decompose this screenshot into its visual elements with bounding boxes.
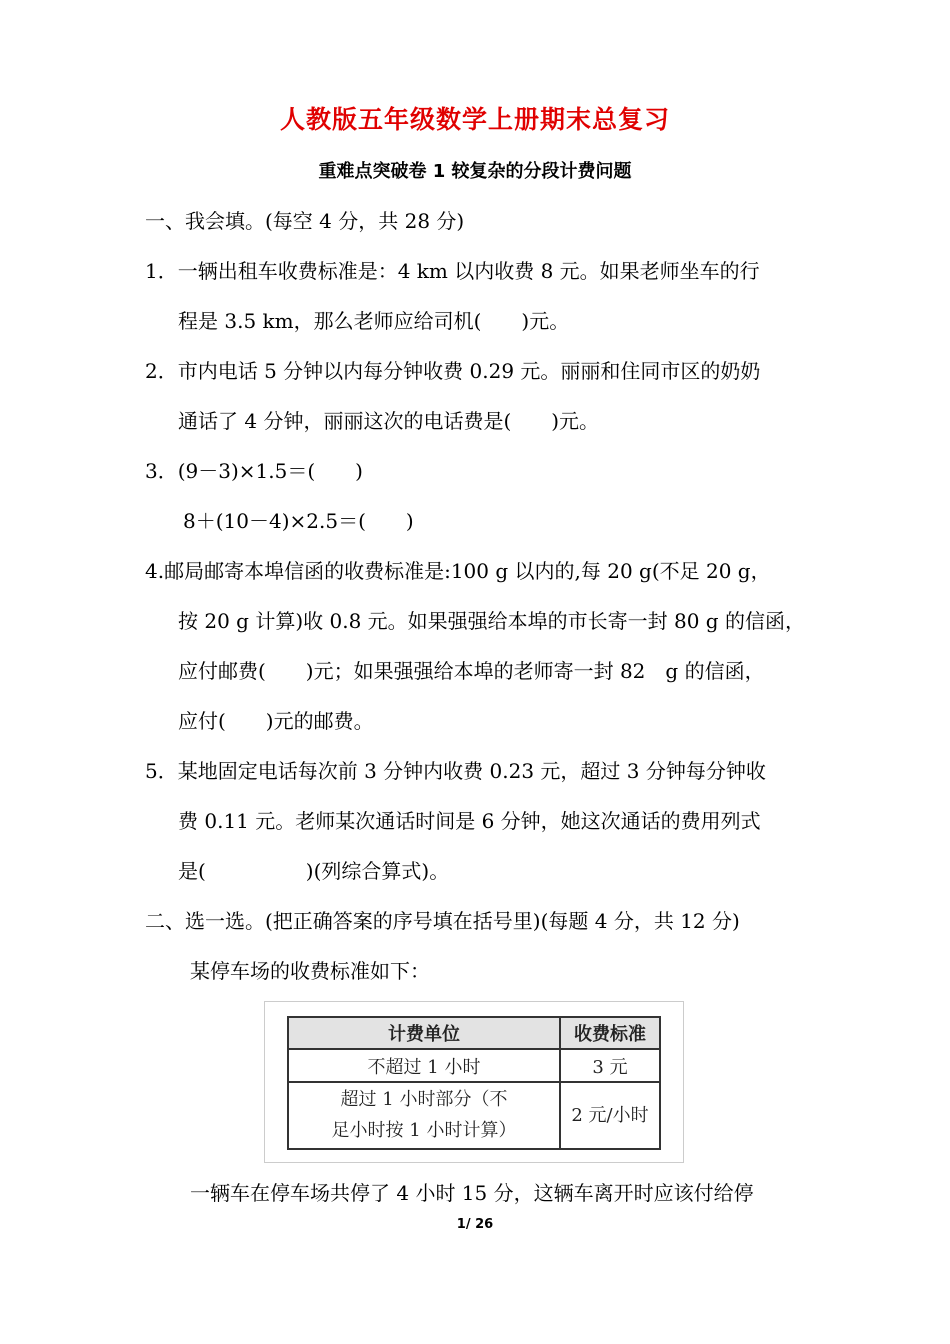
table-cell-unit: 不超过 1 小时 [288, 1049, 560, 1081]
question-5-line-2: 费 0.11 元。老师某次通话时间是 6 分钟，她这次通话的费用列式 [178, 809, 761, 833]
page-subtitle: 重难点突破卷 1 较复杂的分段计费问题 [318, 161, 632, 182]
question-2-line-2: 通话了 4 分钟，丽丽这次的电话费是( )元。 [178, 409, 600, 433]
table-header-unit: 计费单位 [288, 1017, 560, 1049]
table-cell-unit-line-1: 超过 1 小时部分（不 [340, 1089, 508, 1111]
fee-table-image [264, 1001, 684, 1163]
question-4-line-3: 应付邮费( )元；如果强强给本埠的老师寄一封 82 g 的信函， [178, 659, 765, 683]
table-header-standard: 收费标准 [560, 1017, 660, 1049]
question-5-line-1: 5．某地固定电话每次前 3 分钟内收费 0.23 元，超过 3 分钟每分钟收 [145, 759, 766, 783]
section2-heading: 二、选一选。(把正确答案的序号填在括号里)(每题 4 分，共 12 分) [145, 909, 740, 933]
fee-table [287, 1016, 661, 1150]
section2-intro: 某停车场的收费标准如下： [190, 959, 430, 983]
question-1-line-2: 程是 3.5 km，那么老师应给司机( )元。 [178, 309, 570, 333]
table-cell-unit [288, 1082, 560, 1149]
table-cell-unit-line-2: 足小时按 1 小时计算） [331, 1120, 517, 1142]
question-2-line-1: 2．市内电话 5 分钟以内每分钟收费 0.29 元。丽丽和住同市区的奶奶 [145, 359, 761, 383]
question-5-line-3: 是( )(列综合算式)。 [178, 859, 450, 883]
section1-heading: 一、我会填。(每空 4 分，共 28 分) [145, 209, 465, 233]
page-number: 1/ 26 [456, 1217, 494, 1232]
table-cell-price: 2 元/小时 [560, 1082, 660, 1149]
section2-question: 一辆车在停车场共停了 4 小时 15 分，这辆车离开时应该付给停 [190, 1181, 754, 1205]
page-title: 人教版五年级数学上册期末总复习 [279, 105, 670, 134]
question-4-line-4: 应付( )元的邮费。 [178, 709, 374, 733]
question-3-line-1: 3．(9－3)×1.5＝( ) [145, 459, 363, 483]
table-row [288, 1049, 660, 1081]
table-cell-price: 3 元 [560, 1049, 660, 1081]
question-4-line-2: 按 20 g 计算)收 0.8 元。如果强强给本埠的市长寄一封 80 g 的信函， [178, 609, 805, 633]
table-row [288, 1082, 660, 1149]
question-4-line-1: 4.邮局邮寄本埠信函的收费标准是:100 g 以内的,每 20 g(不足 20 g， [145, 559, 771, 583]
question-3-line-2: 8＋(10－4)×2.5＝( ) [183, 509, 414, 533]
question-1-line-1: 1．一辆出租车收费标准是：4 km 以内收费 8 元。如果老师坐车的行 [145, 259, 760, 283]
